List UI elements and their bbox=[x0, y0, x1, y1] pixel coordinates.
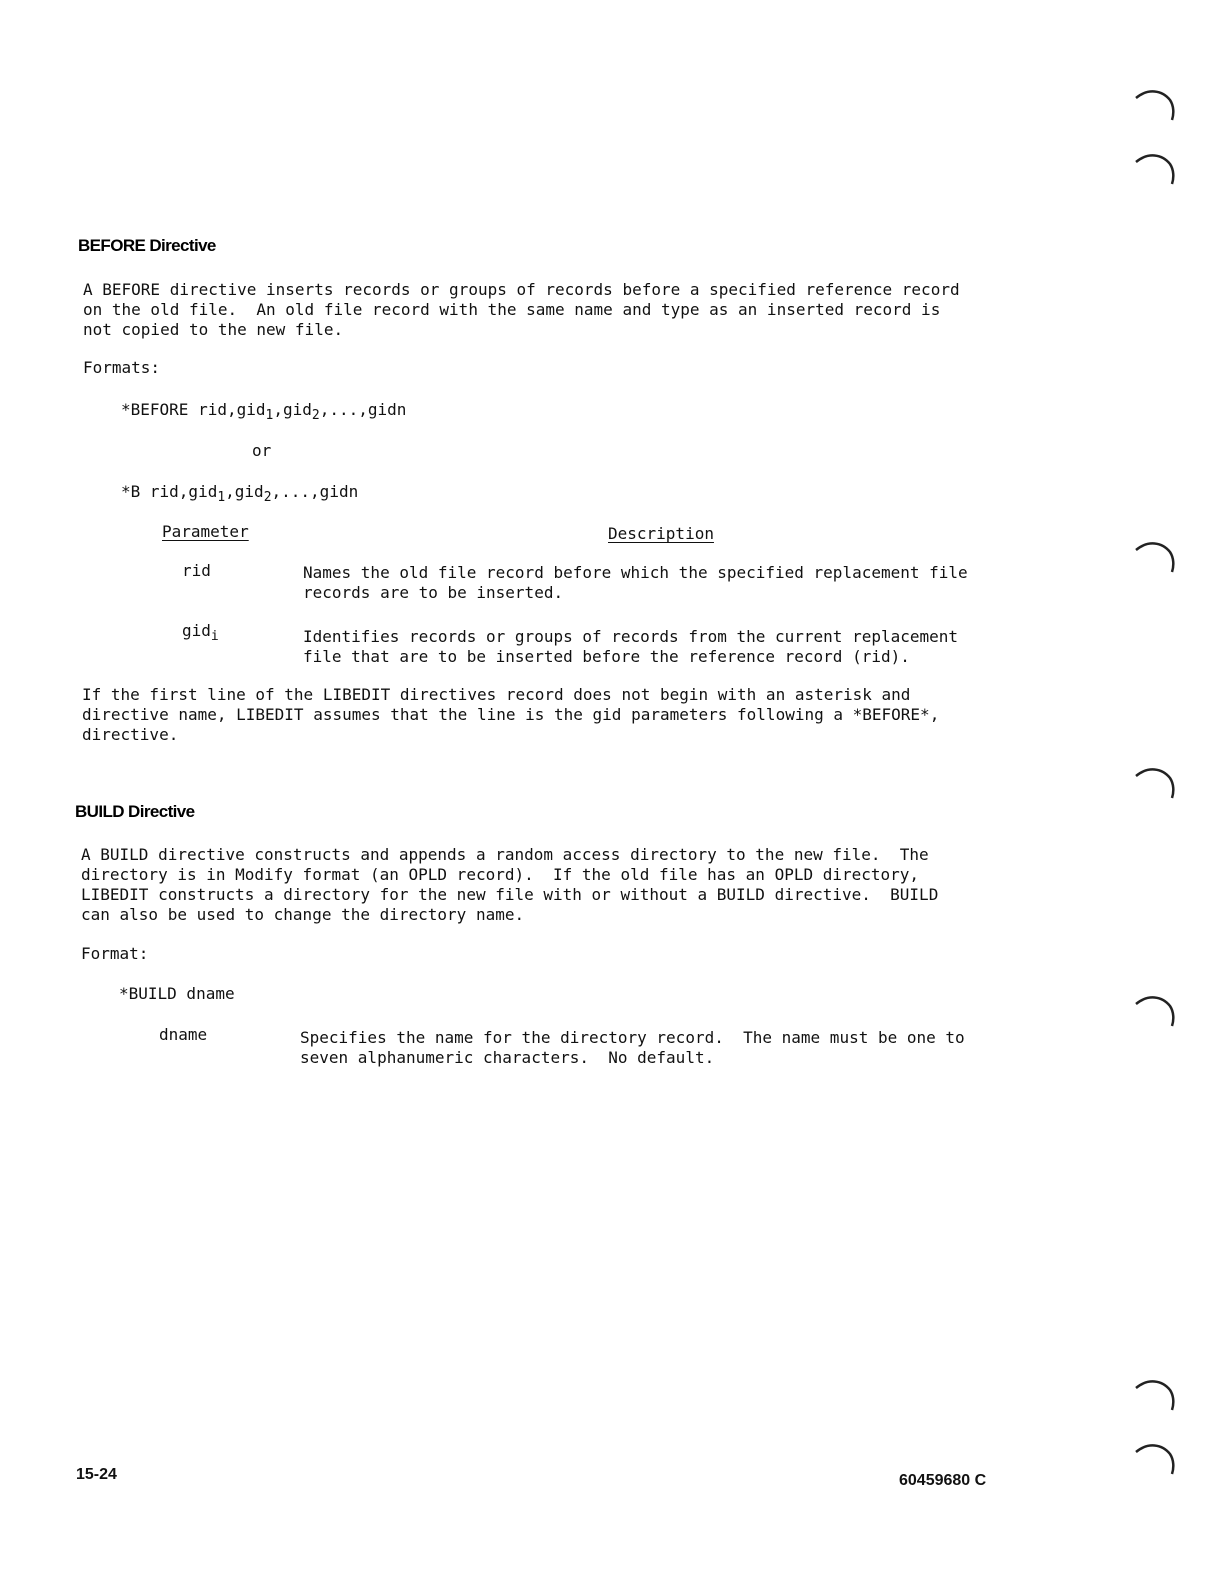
subscript: 2 bbox=[311, 408, 320, 423]
punch-mark-icon bbox=[1132, 1440, 1176, 1480]
before-intro-line: not copied to the new file. bbox=[83, 320, 344, 339]
before-format-short bbox=[121, 482, 359, 505]
build-intro-line: directory is in Modify format (an OPLD record). If the old file has an OPLD directory, bbox=[81, 865, 920, 884]
build-intro-line: can also be used to change the directory name. bbox=[81, 905, 525, 924]
before-format-long bbox=[121, 400, 407, 423]
param-desc-gid bbox=[303, 627, 958, 667]
before-heading: BEFORE Directive bbox=[78, 236, 216, 255]
param-name: gid bbox=[182, 621, 211, 640]
format-command: *BEFORE rid,gid bbox=[121, 400, 266, 419]
param-name-dname: dname bbox=[159, 1025, 208, 1044]
param-name-rid: rid bbox=[182, 561, 211, 580]
before-intro-line: A BEFORE directive inserts records or groups of records before a specified reference record bbox=[83, 280, 960, 299]
before-intro-paragraph bbox=[83, 280, 960, 340]
format-command: *B rid,gid bbox=[121, 482, 218, 501]
format-command: ,...,gidn bbox=[319, 400, 407, 419]
format-label: Format: bbox=[81, 944, 149, 963]
parameter-column-header: Parameter bbox=[162, 522, 249, 541]
note-line: directive name, LIBEDIT assumes that the line is the gid parameters following a *BEFORE*, bbox=[82, 705, 940, 724]
punch-mark-icon bbox=[1132, 1376, 1176, 1416]
before-note-paragraph bbox=[82, 685, 939, 745]
param-desc-dname bbox=[300, 1028, 965, 1068]
param-desc-line: Names the old file record before which the specified replacement file bbox=[303, 563, 968, 582]
note-line: If the first line of the LIBEDIT directives record does not begin with an asterisk and bbox=[82, 685, 911, 704]
subscript: 1 bbox=[265, 408, 274, 423]
punch-mark-icon bbox=[1132, 150, 1176, 190]
param-desc-rid bbox=[303, 563, 968, 603]
document-number: 60459680 C bbox=[899, 1472, 987, 1489]
format-command: ,gid bbox=[225, 482, 264, 501]
description-column-header: Description bbox=[608, 524, 714, 543]
before-intro-line: on the old file. An old file record with the same name and type as an inserted record is bbox=[83, 300, 941, 319]
subscript: 1 bbox=[217, 490, 226, 505]
note-line: directive. bbox=[82, 725, 179, 744]
param-desc-line: Specifies the name for the directory record. The name must be one to bbox=[300, 1028, 965, 1047]
format-command: ,gid bbox=[273, 400, 312, 419]
format-command: ,...,gidn bbox=[271, 482, 359, 501]
subscript: 2 bbox=[263, 490, 272, 505]
param-desc-line: records are to be inserted. bbox=[303, 583, 564, 602]
param-desc-line: seven alphanumeric characters. No default. bbox=[300, 1048, 715, 1067]
punch-mark-icon bbox=[1132, 992, 1176, 1032]
page-number: 15-24 bbox=[76, 1466, 117, 1483]
or-label: or bbox=[252, 441, 272, 460]
punch-mark-icon bbox=[1132, 764, 1176, 804]
build-intro-line: A BUILD directive constructs and appends a random access directory to the new file. The bbox=[81, 845, 929, 864]
param-desc-line: file that are to be inserted before the reference record (rid). bbox=[303, 647, 910, 666]
punch-mark-icon bbox=[1132, 538, 1176, 578]
param-desc-line: Identifies records or groups of records from the current replacement bbox=[303, 627, 959, 646]
subscript: i bbox=[210, 629, 219, 644]
formats-label: Formats: bbox=[83, 358, 161, 377]
build-format: *BUILD dname bbox=[119, 984, 235, 1003]
build-intro-paragraph bbox=[81, 845, 938, 925]
build-intro-line: LIBEDIT constructs a directory for the new file with or without a BUILD directive. BUILD bbox=[81, 885, 939, 904]
punch-mark-icon bbox=[1132, 86, 1176, 126]
param-name-gid bbox=[182, 621, 219, 644]
build-heading: BUILD Directive bbox=[75, 802, 195, 821]
